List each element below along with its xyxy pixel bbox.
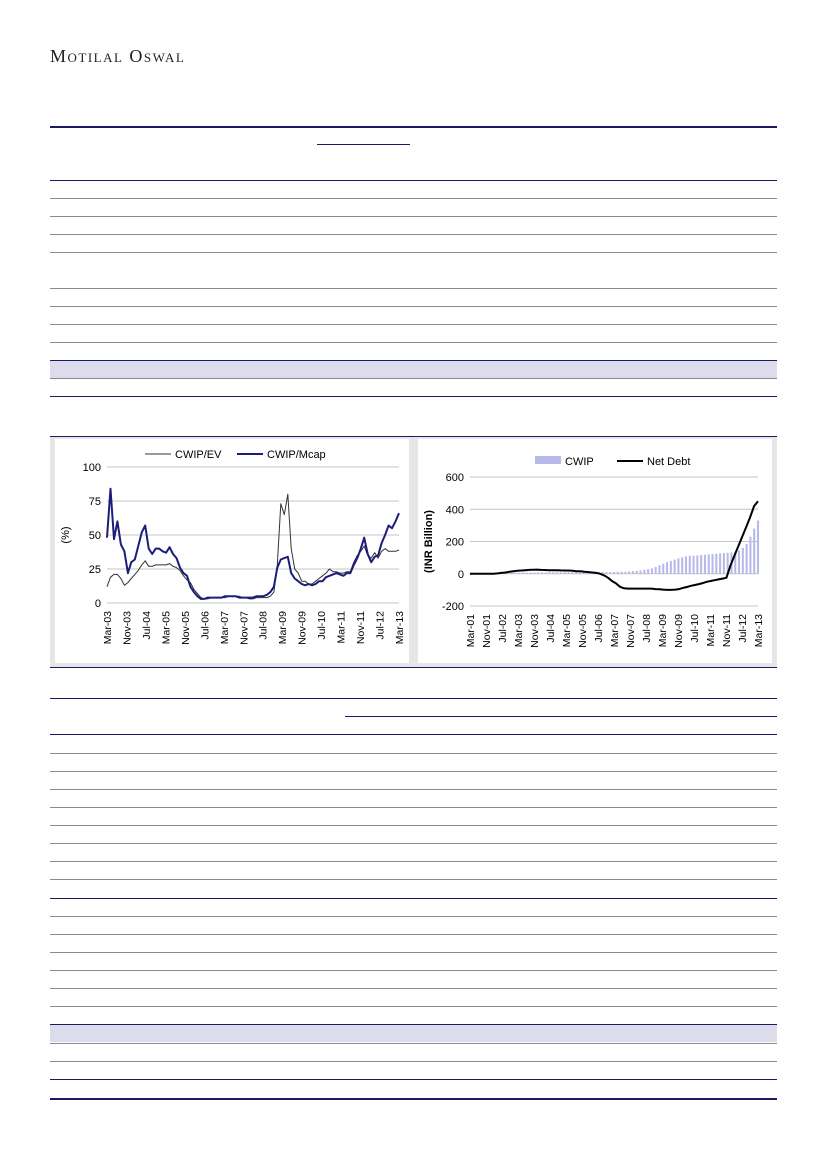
chart-cwip-ratio-panel [55,439,409,663]
bar-cwip [711,554,713,574]
x-tick-label: Nov-05 [577,614,589,648]
x-tick-label: Mar-11 [335,611,348,644]
x-tick-label: Mar-07 [609,614,621,648]
table-rule [50,180,777,181]
table-rule [50,1043,777,1044]
table-total-row [50,361,777,378]
x-tick-label: Jul-08 [641,614,653,643]
header-underline [345,716,777,717]
bar-cwip [693,556,695,574]
table-rule [50,789,777,790]
table-rule [50,934,777,935]
y-tick-label: 25 [88,564,101,576]
table-rule [50,198,777,199]
bar-cwip [624,572,626,574]
legend-label: CWIP/EV [175,449,222,461]
x-tick-label: Mar-03 [513,614,525,648]
legend-swatch-cwip [535,456,561,464]
bar-cwip [689,556,691,574]
x-tick-label: Mar-03 [102,611,114,645]
bar-cwip [670,561,672,574]
bar-cwip [662,564,664,574]
bar-cwip [564,572,566,573]
x-tick-label: Nov-11 [355,611,368,645]
series-line-cwip-ev [107,494,399,599]
table-rule [50,861,777,862]
table-rule [50,698,777,699]
bar-cwip [530,573,532,574]
y-tick-label: 0 [457,568,464,581]
x-tick-label: Jul-02 [497,614,509,643]
x-tick-label: Mar-07 [218,611,231,645]
bar-cwip [681,557,683,573]
company-logo: Motilal Oswal [50,46,186,66]
x-tick-label: Mar-05 [561,614,573,648]
table-rule [50,898,777,899]
x-tick-label: Nov-01 [481,614,493,648]
bar-cwip [677,558,679,573]
bar-cwip [533,572,535,573]
y-axis-label: (%) [60,526,72,544]
table-rule [50,807,777,808]
exhibit-top-rule [50,436,777,437]
series-line-net-debt [470,501,758,590]
table-total-row [50,1025,777,1042]
x-tick-label: Mar-09 [657,614,669,648]
header-underline [317,144,410,145]
bar-cwip [639,571,641,574]
y-tick-label: 400 [445,504,464,517]
y-tick-label: 600 [445,472,464,484]
bar-cwip [511,573,513,574]
legend-label: CWIP/Mcap [267,449,326,461]
bar-cwip [749,537,751,574]
section-rule [50,126,777,128]
bar-cwip [541,572,543,573]
bar-cwip [696,555,698,573]
table-rule [50,734,777,735]
x-tick-label: Nov-09 [296,611,309,645]
bar-cwip [704,555,706,574]
x-tick-label: Nov-03 [529,614,541,648]
bar-cwip [651,568,653,573]
table-rule [50,342,777,343]
x-tick-label: Mar-09 [277,611,290,645]
x-tick-label: Jul-06 [199,611,212,640]
table-rule [50,306,777,307]
bar-cwip [719,553,721,573]
chart-cwip-ratio [55,439,409,663]
y-tick-label: -200 [441,601,464,613]
table-rule [50,216,777,217]
x-tick-label: Mar-05 [160,611,173,645]
bar-cwip [715,554,717,574]
table-rule [50,825,777,826]
series-line-cwip-mcap [107,489,399,599]
bar-cwip [643,570,645,574]
bar-cwip [567,572,569,574]
bar-cwip [514,573,516,574]
table-rule [50,771,777,772]
table-rule [50,916,777,917]
bar-cwip [753,529,755,574]
chart-cwip-netdebt [418,439,772,663]
table-rule [50,879,777,880]
bar-cwip [545,572,547,573]
bar-cwip [723,553,725,574]
bar-cwip [537,572,539,573]
bar-cwip [628,571,630,573]
bar-cwip [632,571,634,574]
x-tick-label: Jul-10 [689,614,701,643]
bar-cwip [757,521,759,574]
x-tick-label: Jul-08 [257,611,270,640]
bar-cwip [552,572,554,573]
bar-cwip [522,573,524,574]
exhibit-bottom-rule [50,667,777,668]
x-tick-label: Mar-13 [394,611,406,645]
y-tick-label: 100 [82,462,101,474]
bar-cwip [658,565,660,573]
x-tick-label: Nov-07 [625,614,637,648]
legend-label: Net Debt [647,456,691,468]
table-rule [50,843,777,844]
bar-cwip [708,554,710,573]
bar-cwip [575,572,577,574]
table-rule [50,360,777,361]
table-rule [50,1024,777,1025]
chart-cwip-netdebt-panel [418,439,772,663]
x-tick-label: Jul-12 [374,611,387,640]
bar-cwip [556,572,558,573]
x-tick-label: Jul-04 [140,611,153,640]
x-tick-label: Nov-11 [721,614,733,648]
bar-cwip [518,573,520,574]
table-rule [50,753,777,754]
bar-cwip [655,567,657,574]
table-rule [50,1061,777,1062]
x-tick-label: Nov-07 [238,611,251,645]
y-tick-label: 75 [88,496,101,508]
table-rule [50,988,777,989]
y-tick-label: 0 [94,598,101,610]
table-rule [50,324,777,325]
x-tick-label: Jul-04 [545,614,557,643]
bar-cwip [560,572,562,573]
bar-cwip [609,572,611,574]
x-tick-label: Jul-10 [316,611,329,640]
table-rule [50,234,777,235]
x-tick-label: Mar-11 [705,614,717,647]
x-tick-label: Jul-12 [737,614,749,643]
x-tick-label: Nov-03 [121,611,134,645]
table-rule [50,952,777,953]
table-rule [50,288,777,289]
x-tick-label: Mar-01 [465,614,477,648]
bar-cwip [549,572,551,573]
bar-cwip [579,572,581,574]
table-rule [50,1006,777,1007]
table-rule [50,396,777,397]
table-rule [50,252,777,253]
bar-cwip [636,571,638,574]
bar-cwip [685,556,687,573]
bar-cwip [617,572,619,574]
bar-cwip [605,572,607,574]
table-rule [50,1079,777,1080]
bar-cwip [700,555,702,574]
x-tick-label: Jul-06 [593,614,605,643]
x-tick-label: Nov-05 [179,611,192,645]
bar-cwip [738,550,740,573]
bar-cwip [621,572,623,574]
y-tick-label: 50 [88,530,101,542]
legend-label: CWIP [565,456,594,468]
y-tick-label: 200 [445,536,464,549]
bar-cwip [746,544,748,574]
y-axis-label: (INR Billion) [423,510,435,573]
bar-cwip [666,562,668,574]
table-rule [50,378,777,379]
table-rule [50,1098,777,1100]
bar-cwip [613,572,615,574]
bar-cwip [647,569,649,574]
bar-cwip [742,548,744,574]
bar-cwip [526,573,528,574]
bar-cwip [571,572,573,574]
x-tick-label: Mar-13 [753,614,765,648]
x-tick-label: Nov-09 [673,614,685,648]
bar-cwip [674,560,676,574]
table-rule [50,970,777,971]
